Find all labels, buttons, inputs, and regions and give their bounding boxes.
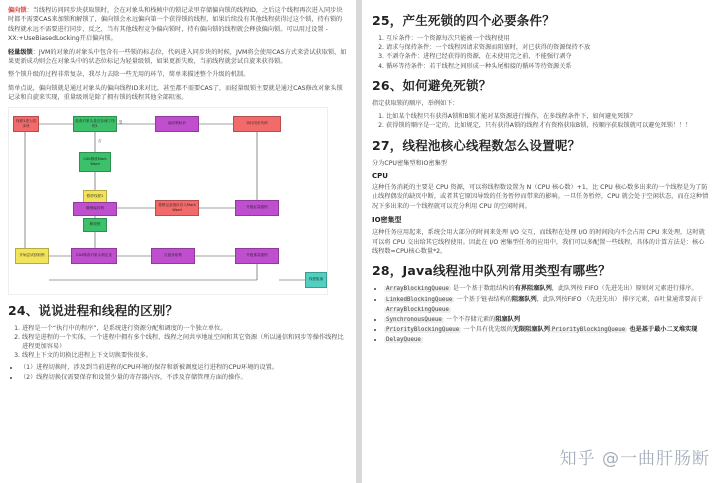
flow-node-cas-record: CAS修改对象头锁记录 bbox=[71, 248, 117, 264]
flow-node-cas-markword: CAS修改Mark Word bbox=[79, 152, 111, 172]
lock-upgrade-flowchart bbox=[8, 107, 328, 295]
biased-lock-term: 偏向锁 bbox=[8, 7, 27, 14]
biased-lock-paragraph bbox=[8, 6, 348, 44]
subheading-io: IO密集型 bbox=[372, 216, 402, 225]
queue-item-delay: • DelayQueue bbox=[384, 335, 710, 345]
heading-26: 26、如何避免死锁？ bbox=[372, 77, 492, 93]
paragraph-cpu: 这种任务消耗的主要是 CPU 资源，可以将线程数设置为 N（CPU 核心数）+1，比 CPU 核心数多出来的一个线程是为了防止线程偶发的缺页中断，或者其它原因导致的任务暂停而带来的影响。一旦任务暂停，CPU 就会处于空闲状态，而在这种情况下多出来的一个线程就可以充分利用 CPU 的空闲时间。 bbox=[372, 184, 709, 210]
heading-27: 27，线程池核心线程数怎么设置呢？ bbox=[372, 137, 581, 153]
heading-24: 24、说说进程和线程的区别？ bbox=[8, 302, 179, 318]
heading-25: 25，产生死锁的四个必要条件？ bbox=[372, 13, 555, 28]
heading-28: 28，Java线程池中队列常用类型有哪些？ bbox=[372, 263, 611, 279]
queue-item-array: • ArrayBlockingQueue 是一个基于数组结构的有界阻塞队列，此队列按 FIFO（先进先出）原则对元素进行排序。 bbox=[384, 284, 710, 294]
list-24-item: 1. 进程是一个“执行中的程序”，是系统进行资源分配和调度的一个独立单位。 bbox=[22, 324, 348, 333]
list-25-item: 1. 互斥条件：一个资源每次只能被一个线程使用 bbox=[386, 34, 710, 43]
paragraph-26: 指定获取锁的顺序，举例如下： bbox=[372, 99, 459, 107]
list-24-item: 2. 线程是进程的一个实体，一个进程中拥有多个线程，线程之间共享地址空间和其它资源（所以通信和同步等操作线程比进程更加容易） bbox=[22, 333, 348, 351]
left-page bbox=[0, 0, 356, 483]
lightweight-lock-term: 轻量级锁 bbox=[8, 48, 33, 56]
list-26 bbox=[372, 112, 710, 130]
list-25 bbox=[372, 34, 710, 71]
bullet-24-item: • （2）线程切换仅需要保存和设置少量的寄存器内容，不涉及存储管理方面的操作。 bbox=[20, 373, 348, 382]
bullets-24 bbox=[8, 363, 348, 381]
queue-item-linked: • LinkedBlockingQueue 一个基于链表结构的阻塞队列，此队列按FIFO （先进先出） 排序元素，吞吐量通常要高于 ArrayBlockingQueue bbox=[384, 295, 710, 315]
flow-node-release: 释放锁 bbox=[83, 218, 107, 232]
biased-lock-text: ：当线程访问同步块获取锁时，会在对象头和栈帧中的锁记录里存储偏向锁的线程ID，之后这个线程再次进入同步块时都不需要CAS来加锁和解锁了，偏向锁会永远偏向第一个获得锁的线程，如果后续没有其他线程获得过这个锁，持有锁的线程就永远不需要进行同步，反之，当有其他线程竞争偏向锁时，持有偏向锁的线程就会释放偏向锁。可以用过设置 -XX:+UseBiasedLocking开启偏向锁。 bbox=[8, 7, 343, 43]
list-25-item: 2. 请求与保持条件：一个线程因请求资源而阻塞时，对已获得的资源保持不放 bbox=[386, 43, 710, 52]
lightweight-lock-text: ：JVM的对象的对象头中包含有一些锁的标志位，代码进入同步块的时候，JVM将会使用CAS方式来尝试获取锁，如果更新成功则会在对象头中的状态位标记为轻量级锁，如果更新失败，当前线程就尝试自旋来获得锁。 bbox=[8, 48, 347, 66]
paragraph-27: 分为CPU密集型和IO密集型 bbox=[372, 159, 447, 167]
flow-node-spin: 自旋获取锁 bbox=[151, 248, 195, 264]
paragraph-io: 这种任务应用起来，系统会用大部分的时间来处理 I/O 交互，而线程在处理 I/O 的时间段内不会占用 CPU 来处理，这时就可以将 CPU 交出给其它线程使用。因此在 I/O 密集型任务的应用中，我们可以多配置一些线程，具体的计算方法是：核心线程数=CPU核心数量*2。 bbox=[372, 229, 705, 256]
flow-node-block: 线程阻塞 bbox=[305, 272, 327, 288]
list-25-item: 3. 不剥夺条件：进程已经获得的资源，在未使用完之前，不能强行剥夺 bbox=[386, 52, 710, 61]
flow-label-yes: 是 bbox=[119, 119, 123, 124]
list-24-item: 3. 线程上下文的切换比进程上下文切换要快很多。 bbox=[22, 351, 348, 360]
queue-list bbox=[372, 284, 710, 345]
flow-node-exec-sync: 执行同步代码 bbox=[233, 116, 281, 132]
upgrade-intro-paragraph: 整个锁升级的过程非常复杂，我尽力去除一些无用的环节，简单来描述整个升级的机制。 bbox=[8, 71, 250, 79]
right-page bbox=[362, 0, 720, 483]
subheading-cpu: CPU bbox=[372, 172, 388, 181]
list-26-item: 1. 比如某个线程只有获得A锁和B锁才能对某资源进行操作，在多线程条件下，如何避免死锁？ bbox=[386, 112, 710, 121]
flow-node-thread-enter: 线程1进入同步块 bbox=[13, 116, 39, 132]
queue-item-priority: • PriorityBlockingQueue 一个具有优先级的无限阻塞队列 PriorityBlockingQueue 也是基于最小二叉堆实现 bbox=[384, 325, 710, 335]
bullet-24-item: • （1）进程切换时，涉及到当前进程的CPU环境的保存和新被调度运行进程的CPU环境的设置。 bbox=[20, 363, 348, 372]
flow-node-revoke-bias: 撤销偏向锁 bbox=[73, 202, 117, 216]
queue-item-synchronous: • SynchronousQueue 一个不存储元素的阻塞队列 bbox=[384, 315, 710, 325]
summary-paragraph: 简单点说，偏向锁就是通过对象头的偏向线程ID来对比，甚至都不需要CAS了，而轻量级锁主要就是通过CAS修改对象头锁记录和自旋来实现，重量级则是除了拥有锁的线程其他全部阻塞。 bbox=[8, 84, 343, 102]
flow-node-store-pointer: 将锁记录指针存入Mark Word bbox=[155, 200, 199, 216]
flow-node-upgrade-heavy: 升级重量级锁 bbox=[235, 248, 279, 264]
zhihu-watermark: 知乎 @一曲肝肠断 bbox=[559, 449, 710, 469]
list-25-item: 4. 循环等待条件：若干线程之间形成一种头尾相接的循环等待资源关系 bbox=[386, 62, 710, 71]
flow-node-upgrade-light: 升级轻量级锁 bbox=[235, 200, 279, 216]
flow-node-pause-thread: 暂停线程1 bbox=[83, 190, 107, 204]
flow-node-try-acquire: 开始尝试获取锁 bbox=[15, 248, 49, 264]
flow-node-check-header: 检查对象头是否存储了线程1 bbox=[73, 116, 117, 132]
lightweight-lock-paragraph bbox=[8, 48, 348, 67]
flow-node-bias-flag: 偏向锁标识 bbox=[155, 116, 199, 132]
flow-label-no: 否 bbox=[98, 138, 102, 143]
list-24 bbox=[8, 324, 348, 361]
list-26-item: 2. 获得锁的顺序是一定的，比如规定，只有获得A锁的线程才有资格获取B锁，按顺序获取锁就可以避免死锁！！！ bbox=[386, 121, 710, 130]
